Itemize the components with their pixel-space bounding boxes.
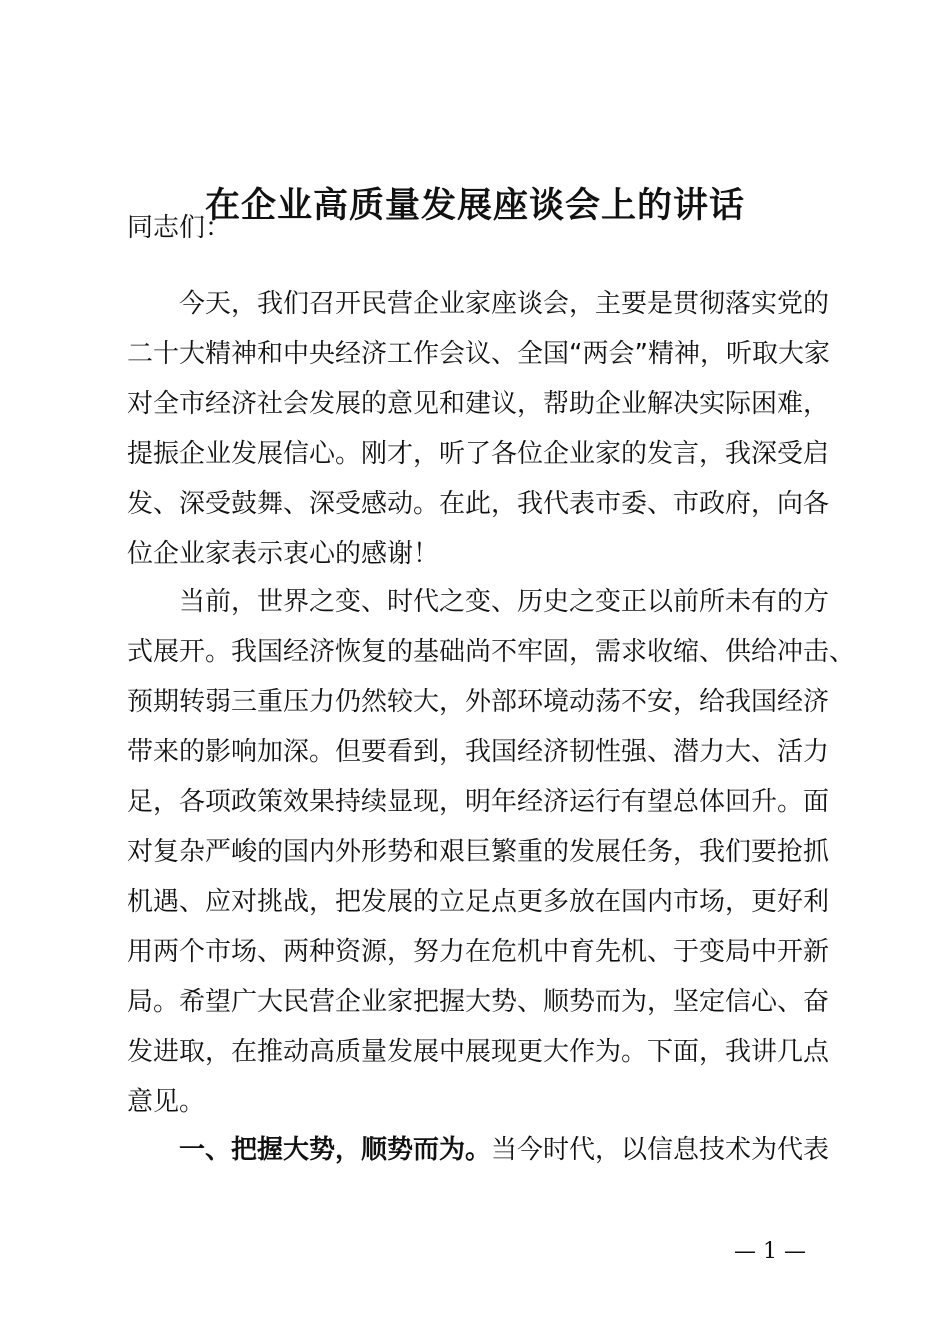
- paragraph-line: 式展开。我国经济恢复的基础尚不牢固，需求收缩、供给冲击、: [127, 637, 856, 667]
- paragraph-line: 机遇、应对挑战，把发展的立足点更多放在国内市场，更好利: [127, 887, 830, 917]
- paragraph-line: 意见。: [127, 1087, 206, 1117]
- paragraph-line: 发、深受鼓舞、深受感动。在此，我代表市委、市政府，向各: [127, 489, 830, 519]
- paragraph-2: [127, 577, 856, 1127]
- paragraph-line: 用两个市场、两种资源，努力在危机中育先机、于变局中开新: [127, 937, 830, 967]
- paragraph-line: 局。希望广大民营企业家把握大势、顺势而为，坚定信心、奋: [127, 987, 830, 1017]
- paragraph-line: 当前，世界之变、时代之变、历史之变正以前所未有的方: [179, 587, 830, 617]
- paragraph-line: 带来的影响加深。但要看到，我国经济韧性强、潜力大、活力: [127, 737, 830, 767]
- section-1-line: [127, 1125, 837, 1175]
- paragraph-line: 对复杂严峻的国内外形势和艰巨繁重的发展任务，我们要抢抓: [127, 837, 830, 867]
- section-1-text: 当今时代，以信息技术为代表: [491, 1135, 830, 1165]
- paragraph-line: 二十大精神和中央经济工作会议、全国“两会”精神，听取大家: [127, 339, 830, 369]
- document-title: 在企业高质量发展座谈会上的讲话: [204, 186, 745, 226]
- section-1-heading: 一、把握大势，顺势而为。: [179, 1135, 492, 1165]
- page-number: — 1 —: [734, 1239, 806, 1264]
- paragraph-line: 今天，我们召开民营企业家座谈会，主要是贯彻落实党的: [179, 289, 830, 319]
- salutation: 同志们：: [127, 213, 232, 243]
- paragraph-line: 提振企业发展信心。刚才，听了各位企业家的发言，我深受启: [127, 439, 830, 469]
- paragraph-line: 对全市经济社会发展的意见和建议，帮助企业解决实际困难，: [127, 389, 830, 419]
- section-1: [127, 1125, 837, 1175]
- paragraph-line: 预期转弱三重压力仍然较大，外部环境动荡不安，给我国经济: [127, 687, 830, 717]
- paragraph-line: 足，各项政策效果持续显现，明年经济运行有望总体回升。面: [127, 787, 830, 817]
- paragraph-line: 发进取，在推动高质量发展中展现更大作为。下面，我讲几点: [127, 1037, 830, 1067]
- paragraph-1: [127, 279, 837, 579]
- paragraph-line: 位企业家表示衷心的感谢！: [127, 539, 440, 569]
